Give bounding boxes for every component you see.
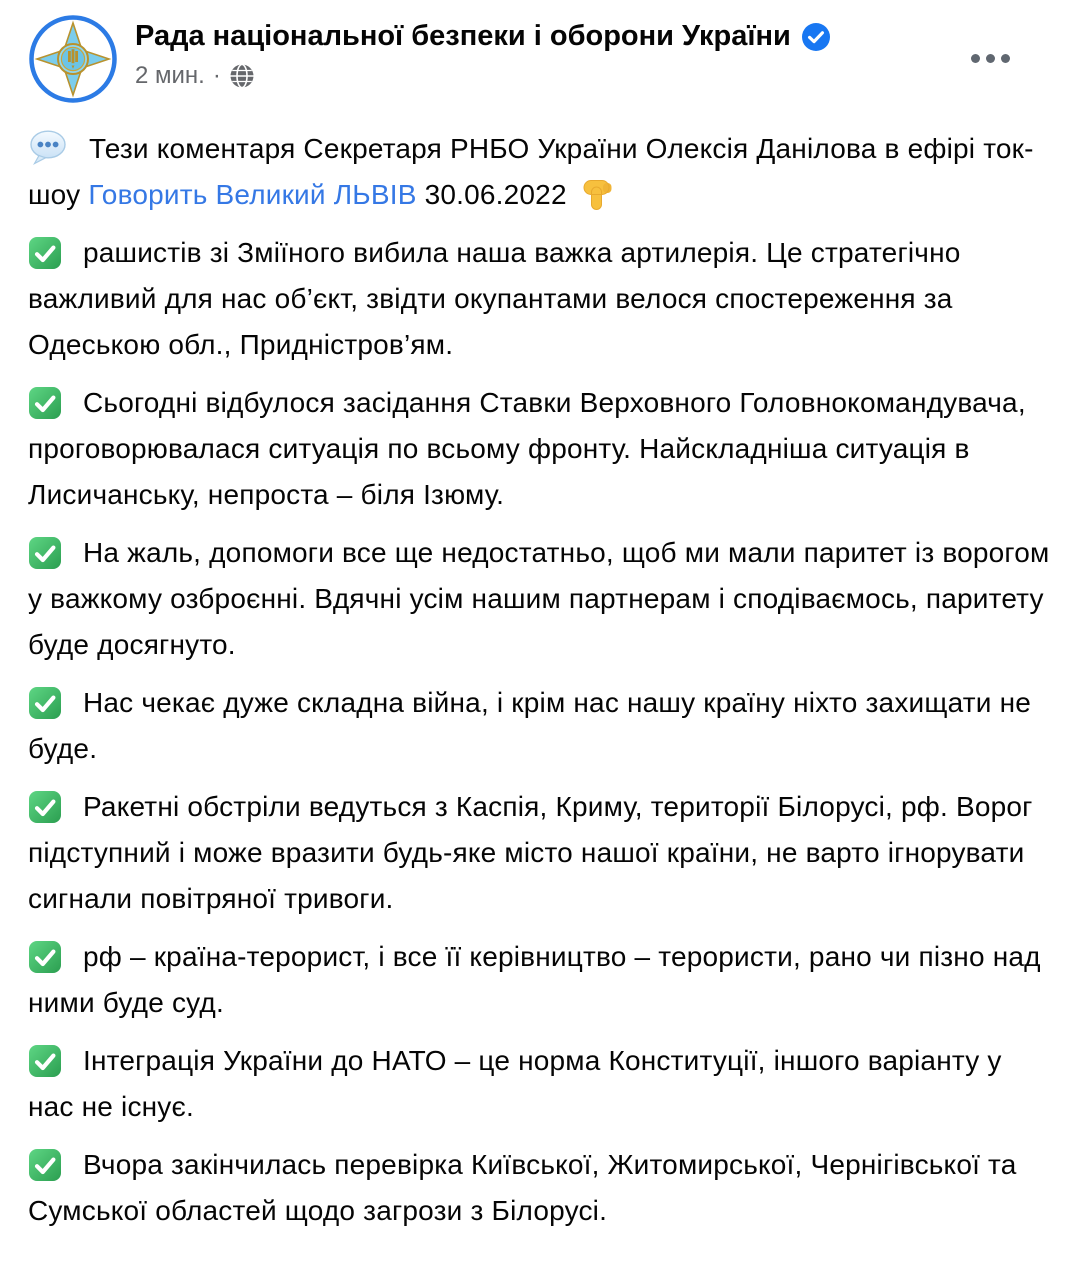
- post-text-segment: Сьогодні відбулося засідання Ставки Верховного Головнокомандувача, проговорювалася ситуація по всьому фронту. Найскладніша ситуація в Лисичанську, непроста – біля Ізюму.: [28, 387, 1026, 510]
- page-name-link[interactable]: Рада національної безпеки і оборони України: [135, 20, 791, 52]
- post-text-segment: Нас чекає дуже складна війна, і крім нас нашу країну ніхто захищати не буде.: [28, 687, 1032, 764]
- speech-balloon-emoji: [28, 129, 68, 166]
- check-mark-emoji: [28, 386, 62, 420]
- post-link[interactable]: Говорить Великий ЛЬВІВ: [88, 179, 417, 210]
- check-mark-emoji: [28, 686, 62, 720]
- post-paragraph: [28, 784, 1052, 922]
- more-options-button[interactable]: [963, 46, 1018, 71]
- post-text-segment: рф – країна-терорист, і все її керівництво – терористи, рано чи пізно над ними буде суд.: [28, 941, 1041, 1018]
- post-text-segment: Інтеграція України до НАТО – це норма Конституції, іншого варіанту у нас не існує.: [28, 1045, 1002, 1122]
- post-text-segment: На жаль, допомоги все ще недостатньо, щоб ми мали паритет із ворогом у важкому озброєнні. Вдячні усім нашим партнерам і сподіваємось, паритету буде досягнуто.: [28, 537, 1050, 660]
- post-paragraph: [28, 1142, 1052, 1234]
- ellipsis-dot: [986, 54, 995, 63]
- ellipsis-dot: [1001, 54, 1010, 63]
- post-text-segment: рашистів зі Зміїного вибила наша важка артилерія. Це стратегічно важливий для нас об’єкт, звідти окупантами велося спостереження за Одеською обл., Придністров’ям.: [28, 237, 961, 360]
- check-mark-emoji: [28, 536, 62, 570]
- check-mark-emoji: [28, 790, 62, 824]
- check-mark-emoji: [28, 236, 62, 270]
- post-paragraph: [28, 380, 1052, 518]
- post-paragraph: [28, 126, 1052, 218]
- check-mark-emoji: [28, 940, 62, 974]
- post-paragraph: [28, 530, 1052, 668]
- verified-badge-icon: [801, 22, 831, 52]
- post-header: [28, 14, 1052, 104]
- post-paragraph: [28, 230, 1052, 368]
- post-paragraph: [28, 934, 1052, 1026]
- post-text-segment: Вчора закінчилась перевірка Київської, Житомирської, Чернігівської та Сумської областей щодо загрози з Білорусі.: [28, 1149, 1017, 1226]
- page-avatar[interactable]: [28, 14, 118, 104]
- meta-separator: ·: [212, 62, 221, 90]
- post-meta: [135, 62, 831, 90]
- pointing-down-emoji: [579, 178, 613, 212]
- check-mark-emoji: [28, 1148, 62, 1182]
- name-row: [135, 20, 831, 53]
- post-text-segment: Тези коментаря Секретаря РНБО України Олексія Данілова в ефірі ток-шоу: [28, 133, 1034, 210]
- ellipsis-dot: [971, 54, 980, 63]
- check-mark-emoji: [28, 1044, 62, 1078]
- post-paragraph: [28, 680, 1052, 772]
- post-text-segment: Ракетні обстріли ведуться з Каспія, Криму, території Білорусі, рф. Ворог підступний і може вразити будь-яке місто нашої країни, не варто ігнорувати сигнали повітряної тривоги.: [28, 791, 1033, 914]
- globe-public-icon: [229, 63, 255, 89]
- post-paragraph: [28, 1038, 1052, 1130]
- post-text-segment: 30.06.2022: [416, 179, 575, 210]
- timestamp-link[interactable]: 2 мин.: [135, 62, 205, 90]
- post-content: [28, 126, 1052, 1234]
- header-info: [135, 14, 831, 90]
